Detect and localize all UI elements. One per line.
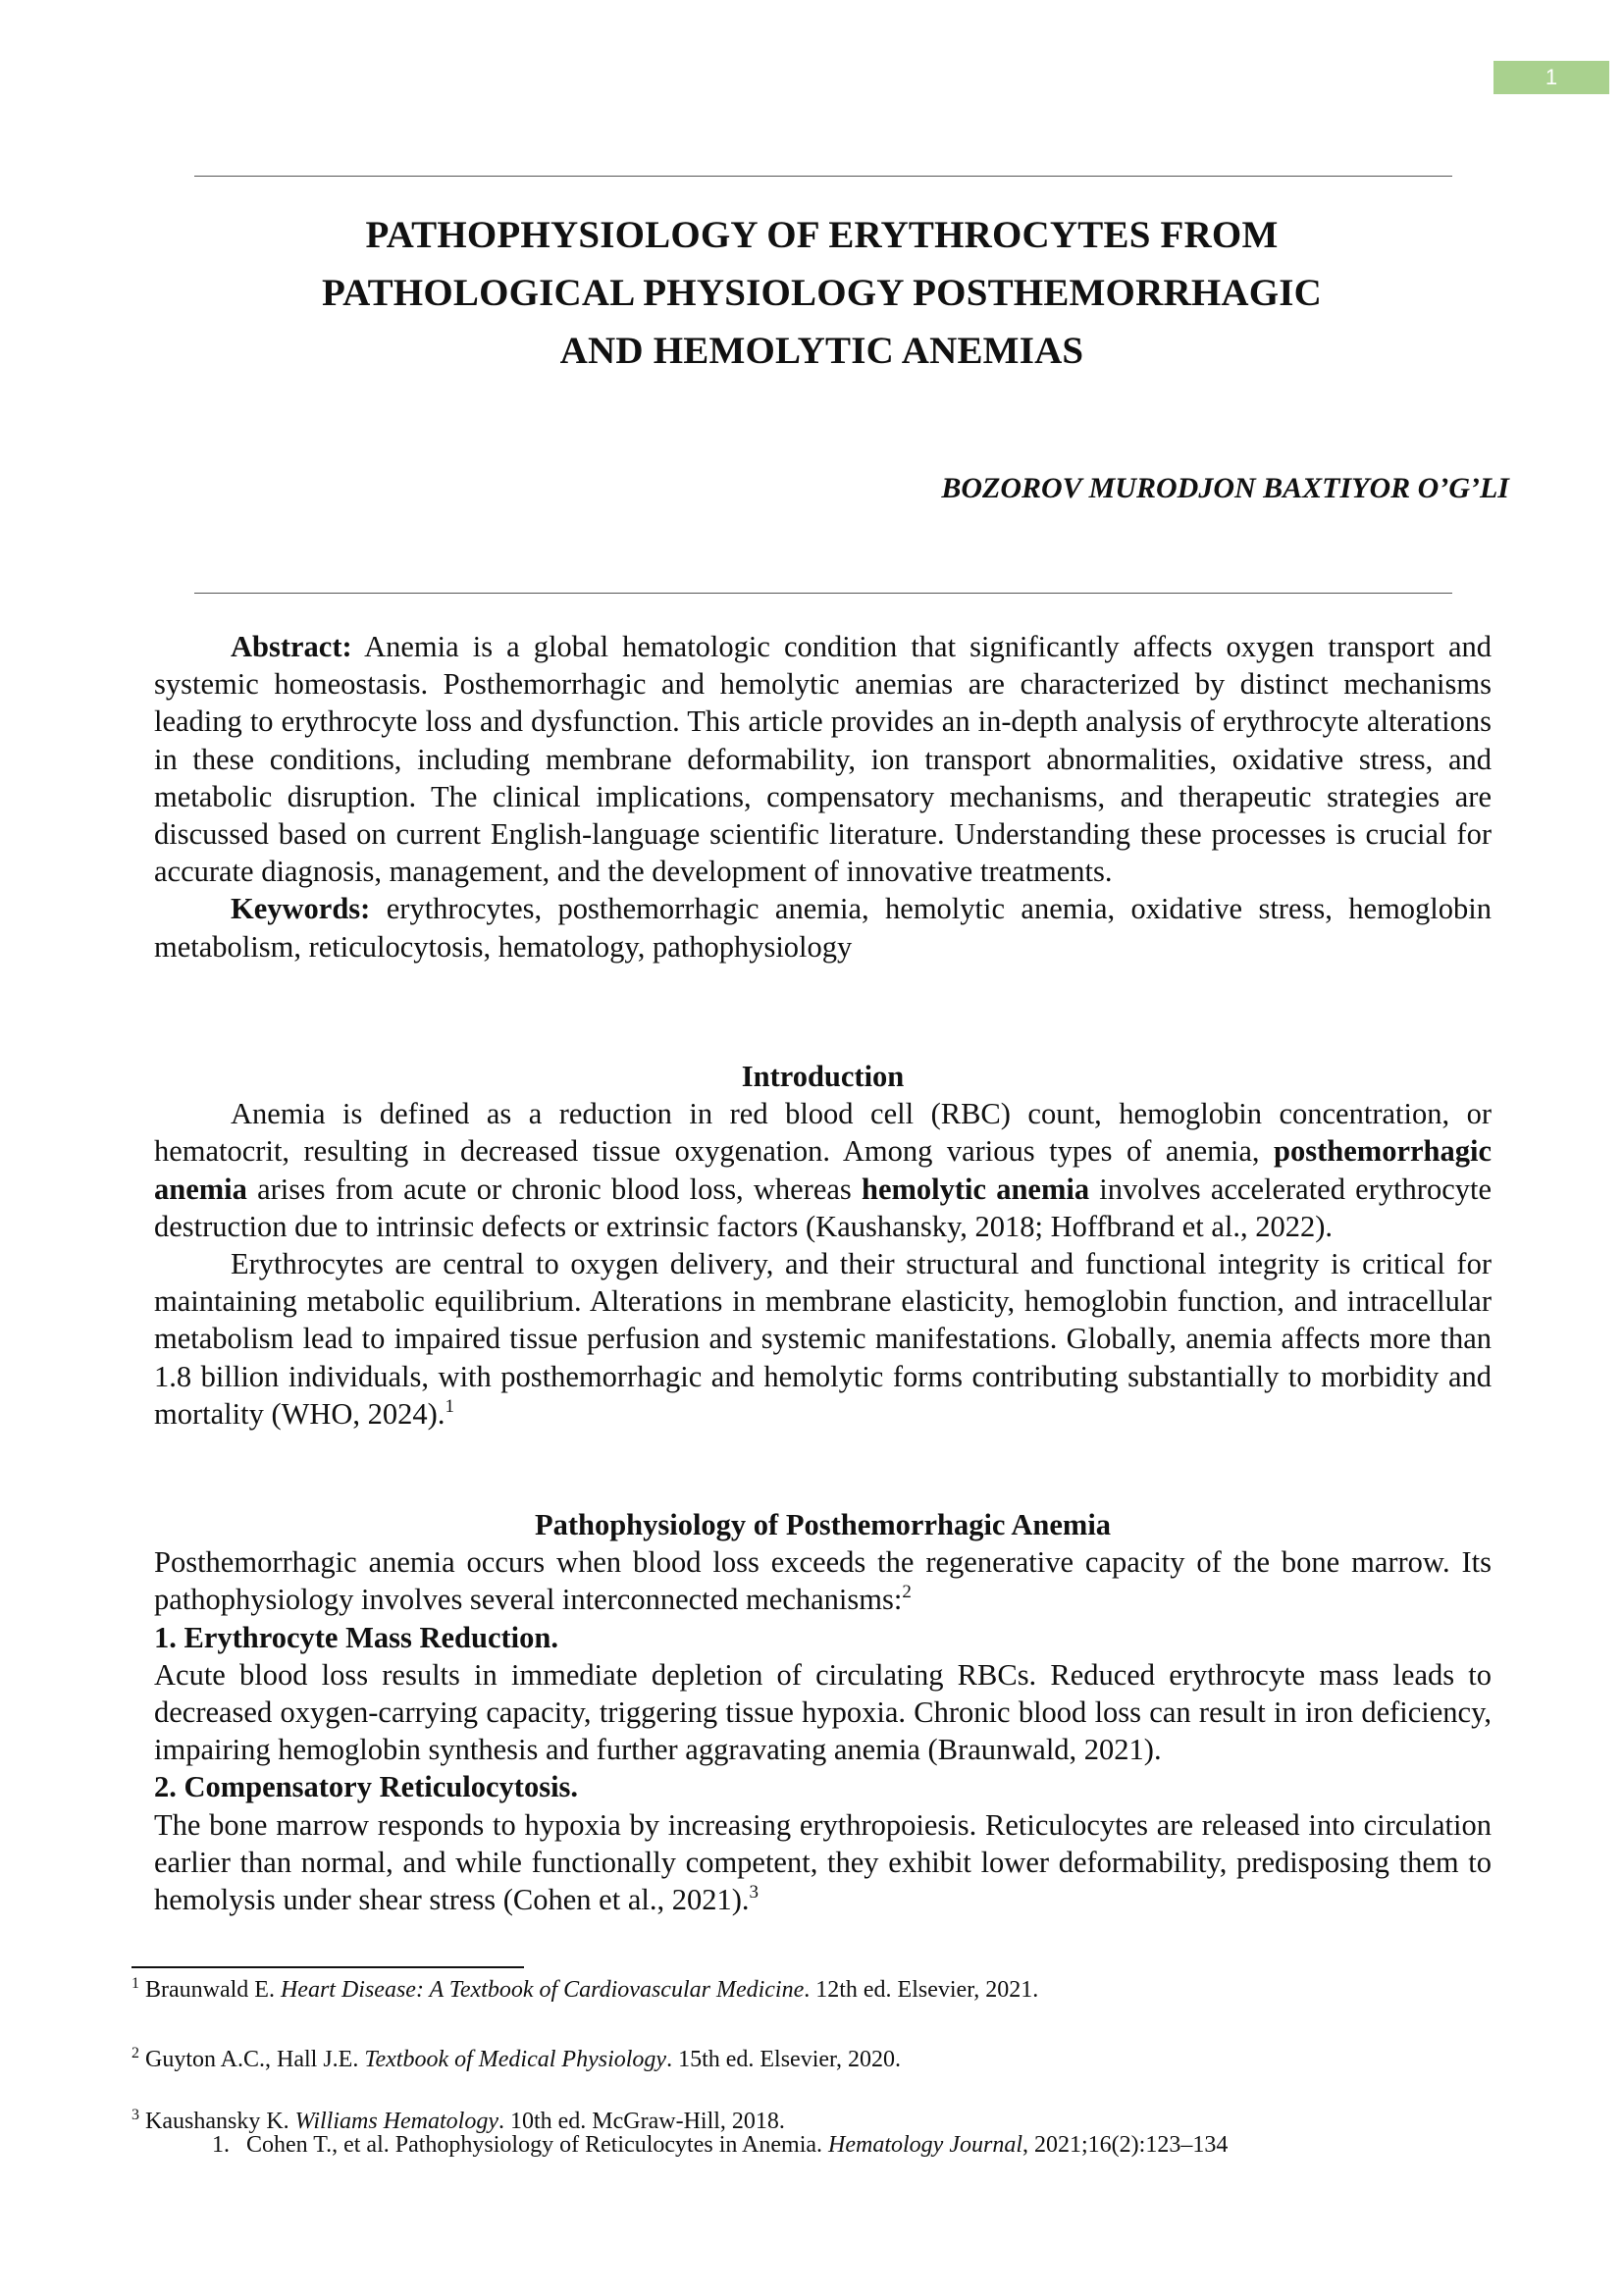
reticulocytosis-text: The bone marrow responds to hypoxia by increasing erythropoiesis. Reticulocytes are released into circulation earlier than normal, and while functionally competent, they exhibit lower deformability, predisposing them to hemolysis under shear stress (Cohen et al., 2021). [154,1807,1492,1917]
title-line-2: PATHOLOGICAL PHYSIOLOGY POSTHEMORRHAGIC [321,272,1323,314]
footnote-3-author: Kaushansky K. [139,2109,295,2134]
subheading-erythrocyte-mass: 1. Erythrocyte Mass Reduction. [154,1620,558,1654]
introduction-paragraph-2 [154,1245,1492,1433]
reference-item [131,2130,1228,2160]
section-heading-posthemorrhagic: Pathophysiology of Posthemorrhagic Anemia [534,1508,1112,1541]
footnote-1-publisher: . 12th ed. Elsevier, 2021. [804,1977,1039,2003]
footnote-3-title: Williams Hematology [294,2109,498,2134]
footnote-1 [131,1975,1038,2005]
page-number-badge: 1 [1493,61,1609,94]
introduction-paragraph-1 [154,1095,1492,1245]
introduction-section [154,1058,1492,1433]
footnote-1-author: Braunwald E. [139,1977,281,2003]
paper-title [167,206,1477,380]
title-line-1: PATHOPHYSIOLOGY OF ERYTHROCYTES FROM [365,214,1279,256]
footnote-2-number: 2 [131,2045,139,2061]
footnote-2-author: Guyton A.C., Hall J.E. [139,2047,365,2072]
section2-intro-text: Posthemorrhagic anemia occurs when blood loss exceeds the regenerative capacity of the bone marrow. Its pathophysiology involves several interconnected mechanisms: [154,1545,1492,1617]
keywords-paragraph [154,890,1492,965]
footnote-ref-2[interactable]: 2 [902,1582,912,1603]
intro-p1-text-a: Anemia is defined as a reduction in red blood cell (RBC) count, hemoglobin concentration, or hematocrit, resulting in decreased tissue oxygenation. Among various types of anemia, [154,1097,1492,1169]
footnote-1-number: 1 [131,1975,139,1992]
footnote-3-publisher: . 10th ed. McGraw-Hill, 2018. [498,2109,785,2134]
abstract-block [154,628,1492,965]
reference-number: 1. [212,2132,230,2158]
abstract-paragraph [154,628,1492,890]
footnote-separator [131,1966,524,1968]
intro-p1-text-c: arises from acute or chronic blood loss, whereas [246,1172,862,1206]
title-line-3: AND HEMOLYTIC ANEMIAS [559,330,1084,372]
introduction-heading: Introduction [741,1060,905,1093]
keywords-text: erythrocytes, posthemorrhagic anemia, hemolytic anemia, oxidative stress, hemoglobin metabolism, reticulocytosis, hematology, pathophysiology [154,892,1492,964]
author-rule [194,593,1452,594]
keywords-label: Keywords: [231,892,371,926]
abstract-text: Anemia is a global hematologic condition that significantly affects oxygen transport and systemic homeostasis. Posthemorrhagic and hemolytic anemias are characterized by distinct mechanisms leading to erythrocyte loss and dysfunction. This article provides an in-depth analysis of erythrocyte alterations in these conditions, including membrane deformability, ion transport abnormalities, oxidative stress, and metabolic disruption. The clinical implications, compensatory mechanisms, and therapeutic strategies are discussed based on current English-language scientific literature. Understanding these processes is crucial for accurate diagnosis, management, and the development of innovative treatments. [154,630,1492,889]
footnote-2 [131,2045,901,2074]
abstract-label: Abstract: [231,630,352,663]
footnote-ref-1[interactable]: 1 [445,1395,454,1417]
reticulocytosis-paragraph [154,1806,1492,1919]
intro-p2-text: Erythrocytes are central to oxygen delivery, and their structural and functional integrity is critical for maintaining metabolic equilibrium. Alterations in membrane elasticity, hemoglobin function, and intracellular metabolism lead to impaired tissue perfusion and systemic manifestations. Globally, anemia affects more than 1.8 billion individuals, with posthemorrhagic and hemolytic forms contributing substantially to morbidity and mortality (WHO, 2024). [154,1247,1492,1431]
footnote-2-title: Textbook of Medical Physiology [364,2047,667,2072]
footnote-3-number: 3 [131,2107,139,2123]
intro-p1-text-e: involves accelerated erythrocyte destruction due to intrinsic defects or extrinsic factors (Kaushansky, 2018; Hoffbrand et al., 2022). [154,1172,1493,1243]
footnote-ref-3[interactable]: 3 [749,1882,759,1904]
top-rule [194,176,1452,177]
posthemorrhagic-section [154,1506,1492,1918]
reference-journal: Hematology Journal [828,2132,1022,2158]
reference-list [131,2130,1228,2160]
footnote-1-title: Heart Disease: A Textbook of Cardiovascular Medicine [280,1977,805,2003]
intro-p1-term-hemolytic: hemolytic anemia [861,1172,1090,1206]
erythrocyte-mass-paragraph: Acute blood loss results in immediate depletion of circulating RBCs. Reduced erythrocyte mass leads to decreased oxygen-carrying capacity, triggering tissue hypoxia. Chronic blood loss can result in iron deficiency, impairing hemoglobin synthesis and further aggravating anemia (Braunwald, 2021). [154,1657,1492,1767]
reference-text: Cohen T., et al. Pathophysiology of Reticulocytes in Anemia. [246,2132,829,2158]
reference-citation: , 2021;16(2):123–134 [1022,2132,1229,2158]
author-name: BOZOROV MURODJON BAXTIYOR O’G’LI [941,472,1509,504]
footnote-2-publisher: . 15th ed. Elsevier, 2020. [666,2047,902,2072]
section2-intro-paragraph [154,1543,1492,1618]
intro-p1-term-posthemorrhagic: posthemorrhagic anemia [154,1134,1492,1206]
subheading-reticulocytosis: 2. Compensatory Reticulocytosis. [154,1770,579,1804]
